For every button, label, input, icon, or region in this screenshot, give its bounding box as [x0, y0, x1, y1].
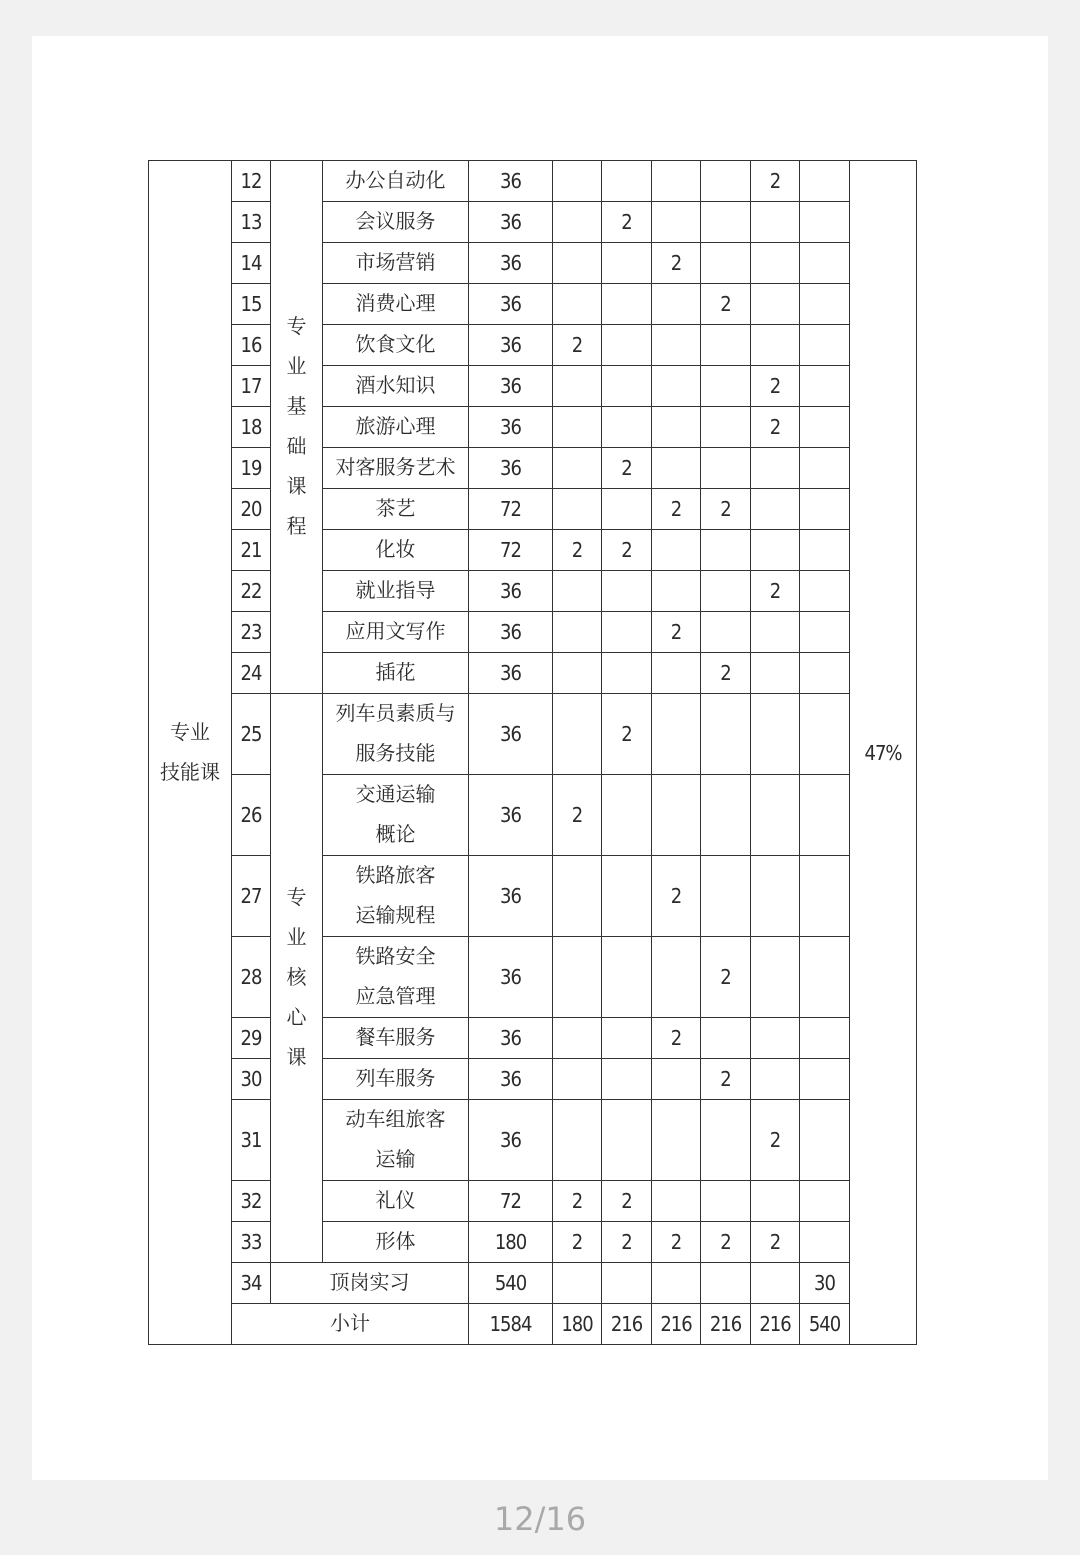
- row-number: 33: [232, 1222, 271, 1263]
- semester-hours: [751, 612, 800, 653]
- semester-hours: [602, 571, 652, 612]
- group-label-cell: [271, 161, 323, 694]
- semester-hours: [652, 694, 701, 775]
- semester-hours: 2: [701, 653, 751, 694]
- semester-hours: [751, 530, 800, 571]
- semester-hours: [553, 243, 602, 284]
- course-name: 消费心理: [323, 284, 469, 325]
- semester-hours: [800, 775, 850, 856]
- group-label-cell-text: 专业基础课程: [286, 316, 307, 538]
- semester-hours: 2: [553, 325, 602, 366]
- percent-cell: 47%: [850, 161, 917, 1345]
- table-row: [149, 1059, 917, 1100]
- course-name: 旅游心理: [323, 407, 469, 448]
- course-name: 插花: [323, 653, 469, 694]
- semester-hours: 2: [701, 489, 751, 530]
- semester-hours: [751, 202, 800, 243]
- semester-hours: [701, 612, 751, 653]
- semester-hours: [652, 775, 701, 856]
- subtotal-semester-hours: 540: [800, 1304, 850, 1345]
- semester-hours: [553, 407, 602, 448]
- course-name: 餐车服务: [323, 1018, 469, 1059]
- semester-hours: [602, 161, 652, 202]
- semester-hours: [701, 202, 751, 243]
- curriculum-table-body: [149, 161, 917, 1345]
- semester-hours: [751, 694, 800, 775]
- semester-hours: [652, 571, 701, 612]
- semester-hours: [701, 856, 751, 937]
- semester-hours: [652, 653, 701, 694]
- semester-hours: [701, 1018, 751, 1059]
- course-name: 交通运输 概论: [323, 775, 469, 856]
- semester-hours: [751, 775, 800, 856]
- semester-hours: [800, 937, 850, 1018]
- course-name: 饮食文化: [323, 325, 469, 366]
- table-row: [149, 856, 917, 937]
- semester-hours: [701, 1181, 751, 1222]
- subtotal-semester-hours: 216: [701, 1304, 751, 1345]
- semester-hours: [800, 407, 850, 448]
- semester-hours: [652, 161, 701, 202]
- category-cell-text: 专业 技能课: [160, 721, 220, 784]
- semester-hours: [800, 612, 850, 653]
- row-number: 14: [232, 243, 271, 284]
- course-hours: 36: [469, 407, 553, 448]
- course-hours: 36: [469, 1018, 553, 1059]
- semester-hours: [751, 243, 800, 284]
- course-name: 铁路旅客 运输规程: [323, 856, 469, 937]
- semester-hours: [602, 1059, 652, 1100]
- course-hours: 540: [469, 1263, 553, 1304]
- page-indicator: 12/16: [493, 1500, 587, 1538]
- semester-hours: 2: [701, 284, 751, 325]
- semester-hours: 2: [553, 1222, 602, 1263]
- semester-hours: [553, 366, 602, 407]
- semester-hours: [800, 489, 850, 530]
- row-number: 27: [232, 856, 271, 937]
- semester-hours: [553, 202, 602, 243]
- semester-hours: [751, 653, 800, 694]
- semester-hours: 2: [701, 1222, 751, 1263]
- semester-hours: [701, 325, 751, 366]
- semester-hours: [800, 202, 850, 243]
- semester-hours: [701, 775, 751, 856]
- semester-hours: [602, 1100, 652, 1181]
- semester-hours: [652, 284, 701, 325]
- table-row: [149, 612, 917, 653]
- semester-hours: [701, 530, 751, 571]
- semester-hours: [652, 1059, 701, 1100]
- semester-hours: [751, 325, 800, 366]
- semester-hours: [751, 1018, 800, 1059]
- semester-hours: [751, 937, 800, 1018]
- course-hours: 36: [469, 366, 553, 407]
- semester-hours: [553, 1018, 602, 1059]
- semester-hours: 2: [553, 775, 602, 856]
- semester-hours: 2: [602, 448, 652, 489]
- semester-hours: [800, 1059, 850, 1100]
- semester-hours: [553, 571, 602, 612]
- semester-hours: [602, 366, 652, 407]
- row-number: 15: [232, 284, 271, 325]
- semester-hours: [602, 856, 652, 937]
- semester-hours: [701, 448, 751, 489]
- table-row: [149, 366, 917, 407]
- semester-hours: [751, 856, 800, 937]
- group-label-cell: [271, 694, 323, 1263]
- semester-hours: [553, 612, 602, 653]
- semester-hours: [800, 161, 850, 202]
- semester-hours: [652, 202, 701, 243]
- semester-hours: 2: [602, 694, 652, 775]
- table-row: [149, 407, 917, 448]
- subtotal-hours: 1584: [469, 1304, 553, 1345]
- table-row: [149, 1100, 917, 1181]
- semester-hours: [800, 856, 850, 937]
- row-number: 12: [232, 161, 271, 202]
- row-number: 18: [232, 407, 271, 448]
- semester-hours: [602, 1263, 652, 1304]
- category-cell: [149, 161, 232, 1345]
- table-row: [149, 1018, 917, 1059]
- course-name: 办公自动化: [323, 161, 469, 202]
- table-row: [149, 284, 917, 325]
- course-name: 动车组旅客 运输: [323, 1100, 469, 1181]
- semester-hours: [800, 448, 850, 489]
- semester-hours: 2: [652, 856, 701, 937]
- semester-hours: [751, 1263, 800, 1304]
- semester-hours: [553, 937, 602, 1018]
- table-row: [149, 489, 917, 530]
- table-row: [149, 1222, 917, 1263]
- semester-hours: [602, 1018, 652, 1059]
- course-name: 对客服务艺术: [323, 448, 469, 489]
- semester-hours: [751, 1181, 800, 1222]
- semester-hours: [800, 571, 850, 612]
- semester-hours: [602, 407, 652, 448]
- course-name: 铁路安全 应急管理: [323, 937, 469, 1018]
- semester-hours: 2: [751, 407, 800, 448]
- course-hours: 36: [469, 937, 553, 1018]
- course-hours: 36: [469, 284, 553, 325]
- semester-hours: [751, 448, 800, 489]
- course-hours: 72: [469, 530, 553, 571]
- table-row: [149, 653, 917, 694]
- subtotal-semester-hours: 216: [751, 1304, 800, 1345]
- table-row: [149, 775, 917, 856]
- semester-hours: [553, 653, 602, 694]
- semester-hours: [751, 284, 800, 325]
- semester-hours: [701, 407, 751, 448]
- semester-hours: [800, 325, 850, 366]
- row-number: 21: [232, 530, 271, 571]
- row-number: 16: [232, 325, 271, 366]
- course-name: 列车服务: [323, 1059, 469, 1100]
- course-hours: 72: [469, 489, 553, 530]
- course-name: 应用文写作: [323, 612, 469, 653]
- course-hours: 36: [469, 448, 553, 489]
- semester-hours: [652, 407, 701, 448]
- row-number: 28: [232, 937, 271, 1018]
- semester-hours: [553, 284, 602, 325]
- semester-hours: 2: [602, 1222, 652, 1263]
- semester-hours: 30: [800, 1263, 850, 1304]
- course-hours: 36: [469, 325, 553, 366]
- row-number: 26: [232, 775, 271, 856]
- row-number: 25: [232, 694, 271, 775]
- semester-hours: [602, 325, 652, 366]
- semester-hours: [652, 448, 701, 489]
- semester-hours: 2: [602, 202, 652, 243]
- semester-hours: 2: [701, 1059, 751, 1100]
- semester-hours: [701, 243, 751, 284]
- semester-hours: [652, 530, 701, 571]
- group-label-cell-text: 专业核心课: [286, 887, 307, 1069]
- semester-hours: 2: [602, 530, 652, 571]
- course-hours: 72: [469, 1181, 553, 1222]
- course-name: 化妆: [323, 530, 469, 571]
- semester-hours: [602, 937, 652, 1018]
- course-hours: 36: [469, 243, 553, 284]
- table-row: [149, 530, 917, 571]
- course-name: 茶艺: [323, 489, 469, 530]
- table-row: [149, 1181, 917, 1222]
- course-hours: 36: [469, 694, 553, 775]
- table-row: [149, 571, 917, 612]
- course-hours: 36: [469, 161, 553, 202]
- semester-hours: [602, 612, 652, 653]
- course-name: 市场营销: [323, 243, 469, 284]
- semester-hours: [652, 1181, 701, 1222]
- table-row: [149, 325, 917, 366]
- course-name: 酒水知识: [323, 366, 469, 407]
- semester-hours: [553, 489, 602, 530]
- subtotal-semester-hours: 216: [652, 1304, 701, 1345]
- semester-hours: [751, 489, 800, 530]
- semester-hours: [602, 489, 652, 530]
- course-hours: 180: [469, 1222, 553, 1263]
- semester-hours: [800, 1100, 850, 1181]
- semester-hours: [800, 530, 850, 571]
- semester-hours: [652, 366, 701, 407]
- semester-hours: 2: [553, 1181, 602, 1222]
- row-number: 31: [232, 1100, 271, 1181]
- table-row: [149, 161, 917, 202]
- course-hours: 36: [469, 1059, 553, 1100]
- row-number: 22: [232, 571, 271, 612]
- semester-hours: 2: [602, 1181, 652, 1222]
- semester-hours: [800, 653, 850, 694]
- semester-hours: 2: [751, 161, 800, 202]
- semester-hours: [553, 161, 602, 202]
- semester-hours: [751, 1059, 800, 1100]
- semester-hours: [701, 694, 751, 775]
- semester-hours: [800, 1018, 850, 1059]
- row-number: 20: [232, 489, 271, 530]
- row-number: 30: [232, 1059, 271, 1100]
- course-name: 形体: [323, 1222, 469, 1263]
- semester-hours: [800, 694, 850, 775]
- table-row: [149, 448, 917, 489]
- table-row: [149, 694, 917, 775]
- semester-hours: 2: [751, 366, 800, 407]
- semester-hours: [553, 856, 602, 937]
- row-number: 23: [232, 612, 271, 653]
- subtotal-semester-hours: 180: [553, 1304, 602, 1345]
- semester-hours: [701, 1263, 751, 1304]
- semester-hours: [800, 284, 850, 325]
- course-hours: 36: [469, 1100, 553, 1181]
- course-name: 就业指导: [323, 571, 469, 612]
- row-number: 19: [232, 448, 271, 489]
- semester-hours: [701, 161, 751, 202]
- semester-hours: [602, 284, 652, 325]
- semester-hours: 2: [652, 489, 701, 530]
- semester-hours: [652, 937, 701, 1018]
- table-row: [149, 937, 917, 1018]
- row-number: 32: [232, 1181, 271, 1222]
- table-row-subtotal: [149, 1304, 917, 1345]
- semester-hours: [800, 1222, 850, 1263]
- table-row: [149, 243, 917, 284]
- semester-hours: [553, 1059, 602, 1100]
- semester-hours: 2: [701, 937, 751, 1018]
- semester-hours: 2: [751, 1222, 800, 1263]
- course-hours: 36: [469, 775, 553, 856]
- course-hours: 36: [469, 653, 553, 694]
- semester-hours: [602, 775, 652, 856]
- row-number: 34: [232, 1263, 271, 1304]
- curriculum-table: [148, 160, 917, 1345]
- semester-hours: 2: [652, 1222, 701, 1263]
- row-number: 29: [232, 1018, 271, 1059]
- subtotal-label: 小计: [232, 1304, 469, 1345]
- semester-hours: [602, 653, 652, 694]
- course-name: 列车员素质与 服务技能: [323, 694, 469, 775]
- semester-hours: [553, 1100, 602, 1181]
- semester-hours: 2: [652, 612, 701, 653]
- semester-hours: 2: [652, 243, 701, 284]
- course-hours: 36: [469, 612, 553, 653]
- course-hours: 36: [469, 571, 553, 612]
- semester-hours: 2: [751, 571, 800, 612]
- course-hours: 36: [469, 202, 553, 243]
- course-name: 顶岗实习: [271, 1263, 469, 1304]
- semester-hours: [602, 243, 652, 284]
- table-row-internship: [149, 1263, 917, 1304]
- course-name: 礼仪: [323, 1181, 469, 1222]
- semester-hours: [800, 1181, 850, 1222]
- semester-hours: [652, 325, 701, 366]
- semester-hours: [553, 694, 602, 775]
- row-number: 13: [232, 202, 271, 243]
- table-row: [149, 202, 917, 243]
- semester-hours: 2: [553, 530, 602, 571]
- subtotal-semester-hours: 216: [602, 1304, 652, 1345]
- semester-hours: [701, 366, 751, 407]
- semester-hours: 2: [652, 1018, 701, 1059]
- semester-hours: [553, 1263, 602, 1304]
- row-number: 24: [232, 653, 271, 694]
- course-name: 会议服务: [323, 202, 469, 243]
- semester-hours: [652, 1100, 701, 1181]
- course-hours: 36: [469, 856, 553, 937]
- semester-hours: [800, 366, 850, 407]
- semester-hours: 2: [751, 1100, 800, 1181]
- semester-hours: [701, 1100, 751, 1181]
- semester-hours: [701, 571, 751, 612]
- semester-hours: [800, 243, 850, 284]
- semester-hours: [553, 448, 602, 489]
- semester-hours: [652, 1263, 701, 1304]
- row-number: 17: [232, 366, 271, 407]
